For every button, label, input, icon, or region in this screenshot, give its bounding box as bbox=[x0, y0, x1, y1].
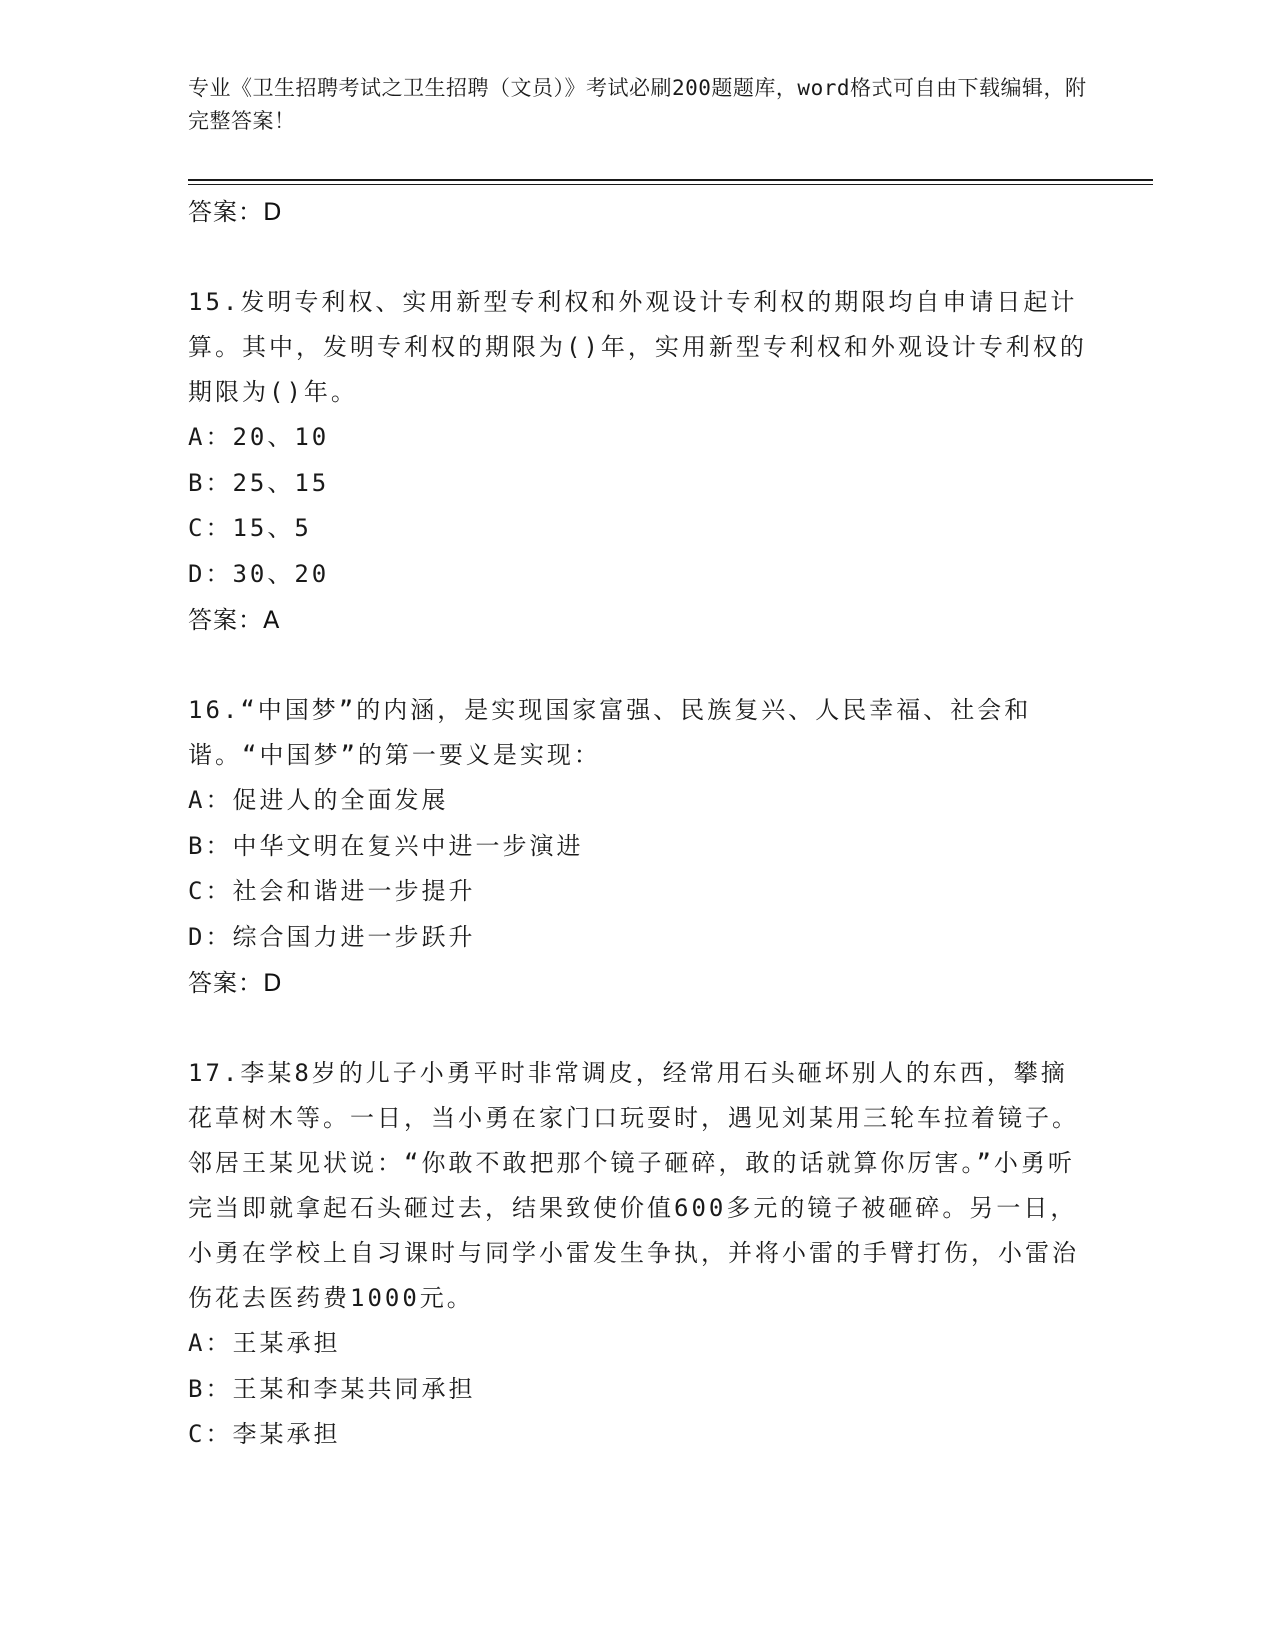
question-16 bbox=[188, 688, 1088, 1006]
question-17 bbox=[188, 1051, 1088, 1458]
answer-line: 答案：D bbox=[188, 969, 283, 997]
option-a: A：促进人的全面发展 bbox=[188, 786, 449, 814]
document-header: 专业《卫生招聘考试之卫生招聘（文员）》考试必刷200题题库，word格式可自由下载编辑，附完整答案！ bbox=[188, 76, 1087, 133]
option-a: A：20、10 bbox=[188, 423, 330, 451]
option-c: C：李某承担 bbox=[188, 1420, 341, 1448]
header-rule-thin bbox=[188, 184, 1153, 185]
question-15 bbox=[188, 280, 1088, 643]
question-stem: 15.发明专利权、实用新型专利权和外观设计专利权的期限均自申请日起计算。其中，发明专利权的期限为()年，实用新型专利权和外观设计专利权的期限为()年。 bbox=[188, 288, 1087, 406]
option-d: D：30、20 bbox=[188, 559, 330, 588]
option-c: C：社会和谐进一步提升 bbox=[188, 877, 476, 905]
option-a: A：王某承担 bbox=[188, 1329, 341, 1357]
answer-line: 答案：A bbox=[188, 606, 281, 634]
question-stem: 17.李某8岁的儿子小勇平时非常调皮，经常用石头砸坏别人的东西，攀摘花草树木等。一日，当小勇在家门口玩耍时，遇见刘某用三轮车拉着镜子。邻居王某见状说：“你敢不敢把那个镜子砸碎，敢的话就算你厉害。”小勇听完当即就拿起石头砸过去，结果致使价值600多元的镜子被砸碎。另一日，小勇在学校上自习课时与同学小雷发生争执，并将小雷的手臂打伤，小雷治伤花去医药费1000元。 bbox=[188, 1059, 1079, 1312]
question-list bbox=[188, 189, 1088, 1458]
option-d: D：综合国力进一步跃升 bbox=[188, 922, 476, 951]
question-stem: 16.“中国梦”的内涵，是实现国家富强、民族复兴、人民幸福、社会和谐。“中国梦”的第一要义是实现： bbox=[188, 696, 1032, 769]
header-rule-thick bbox=[188, 179, 1153, 181]
option-b: B：王某和李某共同承担 bbox=[188, 1374, 476, 1403]
option-c: C：15、5 bbox=[188, 514, 312, 542]
option-b: B：中华文明在复兴中进一步演进 bbox=[188, 831, 584, 860]
answer-line: 答案：D bbox=[188, 198, 283, 226]
option-b: B：25、15 bbox=[188, 468, 330, 497]
